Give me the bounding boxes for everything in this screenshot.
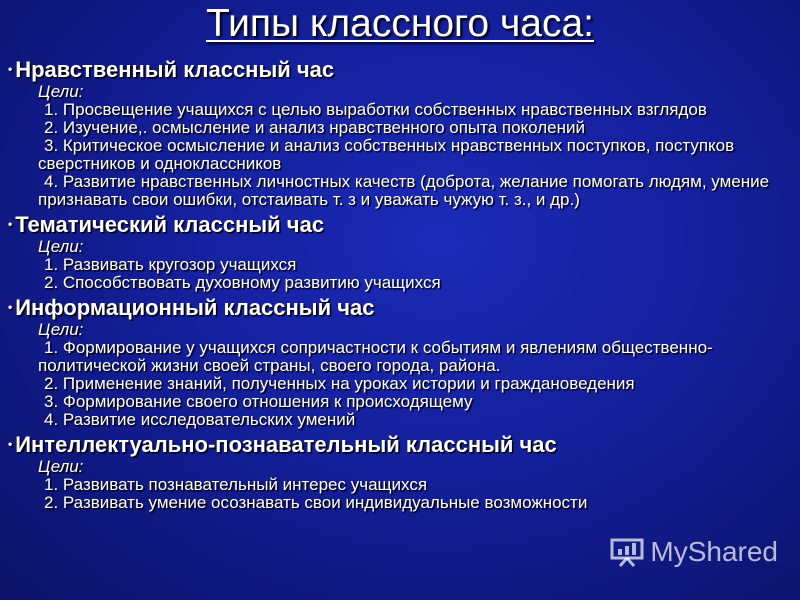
goals-label: Цели: [38, 82, 84, 101]
section-heading-text: Тематический классный час [15, 212, 325, 237]
slide-title: Типы классного часа: [206, 2, 594, 45]
section-heading-text: Информационный классный час [15, 295, 375, 320]
goal-item: 1. Формирование у учащихся сопричастности к событиям и явлениям общественно-политической жизни своей страны, своего города, района. [38, 338, 713, 375]
section-heading [8, 211, 794, 238]
goal-item: 4. Развитие исследовательских умений [44, 410, 356, 429]
goal-item: 3. Критическое осмысление и анализ собственных нравственных поступков, поступков сверстников и одноклассников [38, 136, 735, 173]
goal-item: 1. Развивать кругозор учащихся [44, 255, 297, 274]
goal-item: 1. Развивать познавательный интерес учащихся [44, 475, 428, 494]
watermark-logo [610, 536, 778, 568]
bullet-icon: • [8, 300, 13, 314]
goals-label: Цели: [38, 320, 84, 339]
presentation-icon [610, 537, 644, 567]
section-heading [8, 431, 794, 458]
goal-item: 4. Развитие нравственных личностных качеств (доброта, желание помогать людям, умение признавать свои ошибки, отстаивать т. з и уважать чужую т. з., и др.) [38, 172, 770, 209]
section-heading-text: Интеллектуально-познавательный классный час [15, 432, 557, 457]
goal-item: 2. Применение знаний, полученных на уроках истории и граждановедения [44, 374, 635, 393]
section-heading [8, 294, 794, 321]
section-heading [8, 56, 794, 83]
goal-item: 1. Просвещение учащихся с целью выработки собственных нравственных взглядов [44, 100, 707, 119]
section-thematic [8, 211, 794, 292]
section-heading-text: Нравственный классный час [15, 57, 335, 82]
goal-item: 2. Способствовать духовному развитию учащихся [44, 273, 441, 292]
goal-item: 2. Изучение,. осмысление и анализ нравственного опыта поколений [44, 118, 586, 137]
goals-label: Цели: [38, 237, 84, 256]
watermark-text: MyShared [650, 536, 778, 567]
goal-item: 3. Формирование своего отношения к происходящему [44, 392, 473, 411]
bullet-icon: • [8, 437, 13, 451]
section-moral [8, 56, 794, 209]
goal-item: 2. Развивать умение осознавать свои индивидуальные возможности [44, 493, 588, 512]
bullet-icon: • [8, 62, 13, 76]
slide-content [8, 56, 794, 514]
section-intellectual [8, 431, 794, 512]
section-informational [8, 294, 794, 429]
bullet-icon: • [8, 217, 13, 231]
goals-label: Цели: [38, 457, 84, 476]
